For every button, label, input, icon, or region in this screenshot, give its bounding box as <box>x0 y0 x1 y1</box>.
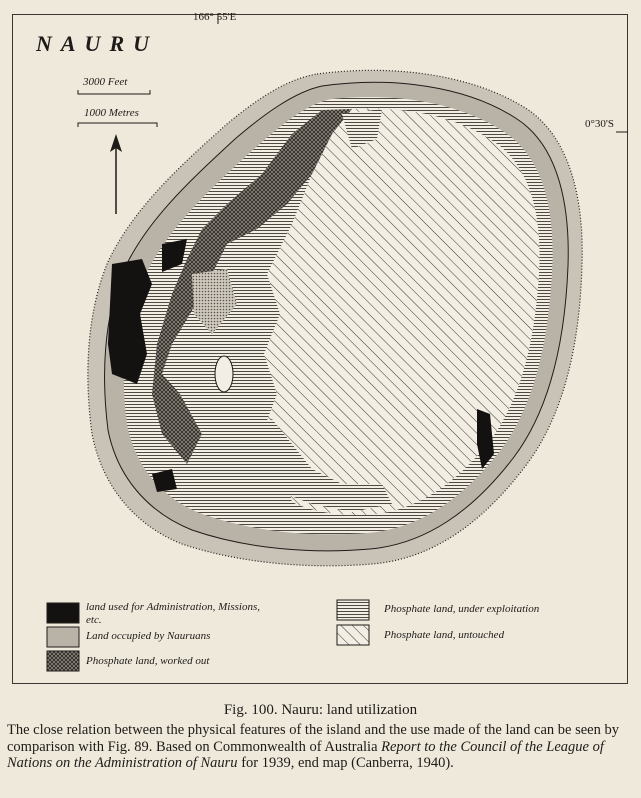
legend-swatch-under-exploitation <box>337 600 369 620</box>
legend-label-worked-out: Phosphate land, worked out <box>86 655 210 667</box>
legend-swatch-nauruans <box>47 627 79 647</box>
map-title: NAURU <box>36 31 159 56</box>
longitude-label: 166° 55'E <box>193 11 237 23</box>
legend-label-under-exploitation: Phosphate land, under exploitation <box>384 603 540 615</box>
legend-label-administration: land used for Administration, Missions, etc. <box>86 601 260 626</box>
north-arrow-icon <box>110 134 122 214</box>
caption-text-2: for 1939, end map (Canberra, 1940). <box>237 755 454 771</box>
scale-metres-label: 1000 Metres <box>84 107 139 119</box>
legend-label-nauruans: Land occupied by Nauruans <box>86 630 211 642</box>
island-map <box>88 70 582 565</box>
figure-title: Fig. 100. Nauru: land utilization <box>223 702 418 718</box>
legend-swatch-untouched <box>337 625 369 645</box>
scale-feet-label: 3000 Feet <box>83 76 128 88</box>
legend-swatch-administration <box>47 603 79 623</box>
legend-swatch-worked-out <box>47 651 79 671</box>
legend-label-untouched: Phosphate land, untouched <box>384 629 505 641</box>
caption-text-1: The close relation between the physical features of the island and the use made of the land can be seen by comparison with Fig. 89. Based on Commonwealth of Australia <box>7 722 619 755</box>
figure-caption <box>7 722 633 772</box>
caption-italic: Report to the Council of the League of Nations on the Administration of Nauru <box>7 738 604 771</box>
latitude-label: 0°30'S <box>585 118 614 130</box>
